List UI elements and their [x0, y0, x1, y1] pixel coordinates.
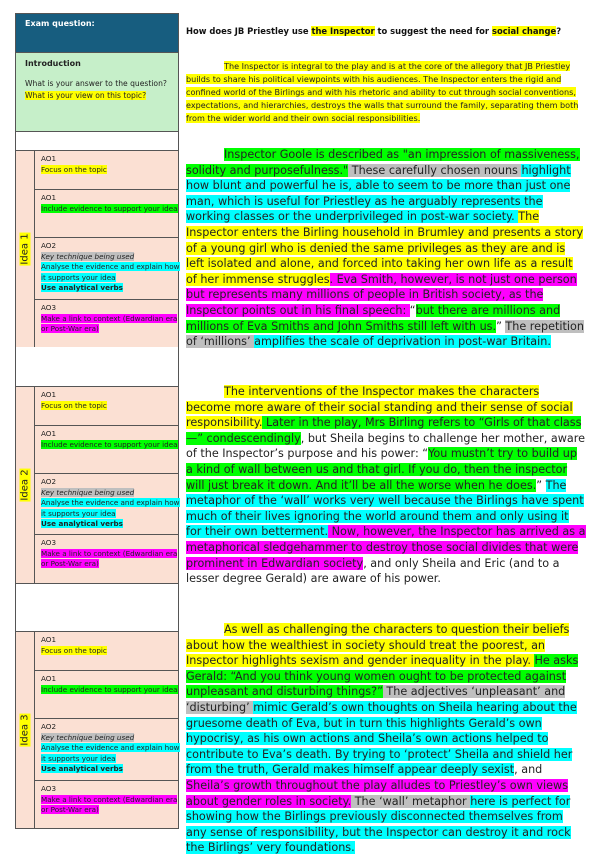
idea-label-column [16, 632, 35, 828]
paragraph-segment: mimic Gerald’s own thoughts on Sheila hearing about the gruesome death of Eva, but in turn this highlights Gerald’s own hypocrisy, as his own actions and Sheila’s own actions helped to contribute to Eva’s death. By trying to ‘protect’ Sheila and shield her from the truth, Gerald makes himself appear deeply sexist [186, 700, 577, 777]
question-highlight-inspector: the Inspector [311, 26, 375, 36]
paragraph-segment: . Eva Smith, however, is not just one person but represents many millions of people in British society, as the Inspector points out in his final speech: [186, 272, 577, 317]
paragraph-segment: Later in the play, Mrs Birling refers to “Girls of that class—” condescendingly [186, 416, 582, 445]
ao3-context-text: Make a link to context (Edwardian era or Post-War era) [41, 548, 178, 569]
paragraph-segment: amplifies the scale of deprivation in post-war Britain. [254, 335, 551, 349]
ao2-technique-text: Key technique being used [41, 487, 135, 497]
introduction-prompts [25, 78, 175, 101]
ao3-context-cell [35, 781, 178, 829]
ao1-evidence-cell [35, 671, 178, 719]
idea-2-block [15, 387, 179, 584]
intro-prompt-view: What is your view on this topic? [25, 90, 147, 100]
ao2-technique-text: Key technique being used [41, 732, 135, 742]
introduction-paragraph-text: The Inspector is integral to the play and is at the core of the allegory that JB Priestley builds to share his political viewpoints with his audiences. The Inspector enters the rigid and confined world of the Birlings and with his rhetoric and ability to cut through social conventions, expectations, and hierarchies, destroys the walls that surround the family, separating them both from the wider world and their own social responsibilities. [186, 61, 579, 123]
paragraph-segment: As well as challenging the characters to question their beliefs about how the wealthiest in society should treat the poorest, an Inspector highlights sexism and gender inequality in the play. [186, 623, 570, 668]
ao-code: AO1 [41, 193, 57, 202]
paragraph-segment: The metaphor of the ‘wall’ works very well because the Birlings have spent much of their lives ignoring the world around them and only using it for their own betterment. [186, 478, 584, 539]
ao-code: AO3 [41, 538, 57, 547]
ao1-focus-cell [35, 387, 178, 426]
paragraph-segment: ” [496, 319, 506, 333]
ao1-evidence-cell [35, 190, 178, 238]
exam-question-header [15, 13, 179, 53]
ao3-context-cell [35, 300, 178, 348]
blank-row [15, 347, 179, 387]
ao2-analysis-cell [35, 719, 178, 781]
question-text: ? [556, 26, 562, 36]
idea-label: Idea 1 [19, 233, 31, 265]
ao1-evidence-text: Include evidence to support your idea [41, 439, 178, 449]
paragraph-segment: The interventions of the Inspector makes the characters become more aware of their social standing and their sense of social responsibility. [186, 385, 573, 430]
ao2-analyse-text: Analyse the evidence and explain how it supports your idea [41, 743, 180, 763]
paragraph-segment: The Inspector enters the Birling household in Brumley and presents a story of a young girl who is denied the same privileges as they are and is left isolated and alone, and forced into taking her own life as a result of her immense struggles [186, 210, 584, 286]
paragraph-segment: , and [514, 763, 543, 777]
question-text: to suggest the need for [374, 26, 492, 36]
ao2-verbs-text: Use analytical verbs [41, 519, 123, 529]
ao1-evidence-text: Include evidence to support your idea [41, 203, 178, 213]
intro-prompt-answer: What is your answer to the question? [25, 79, 167, 88]
ao2-analysis-cell [35, 474, 178, 535]
ao-code: AO2 [41, 241, 57, 250]
introduction-cell [15, 53, 179, 132]
question-text: How does JB Priestley use [186, 26, 312, 36]
ao2-analysis-cell [35, 238, 178, 300]
ao-code: AO2 [41, 477, 57, 486]
idea-3-block [15, 632, 179, 829]
ao2-analyse-text: Analyse the evidence and explain how it supports your idea [41, 262, 180, 282]
ao-code: AO1 [41, 154, 57, 163]
paragraph-segment: These carefully chosen nouns [348, 163, 522, 177]
paragraph-idea-1 [186, 147, 586, 350]
paragraph-segment: The adjectives ‘unpleasant’ and ‘disturbing’ [186, 685, 566, 714]
paragraph-segment: but there are millions and millions of Eva Smiths and John Smiths still left with us. [186, 303, 561, 333]
idea-label: Idea 2 [19, 469, 31, 501]
introduction-paragraph [186, 60, 582, 125]
ao2-verbs-text: Use analytical verbs [41, 764, 123, 774]
ao-code: AO1 [41, 429, 57, 438]
paragraph-segment: , and only Sheila and Eric (and to a lesser degree Gerald) are aware of his power. [186, 556, 560, 586]
ao1-evidence-text: Include evidence to support your idea [41, 684, 178, 694]
paragraph-segment: Sheila’s growth throughout the play alludes to Priestley’s own views about gender roles in society. [186, 778, 569, 808]
ao3-context-cell [35, 535, 178, 584]
ao-code: AO1 [41, 390, 57, 399]
blank-row [15, 584, 179, 632]
ao1-focus-cell [35, 632, 178, 671]
paragraph-segment: He asks Gerald: “And you think young women ought to be protected against unpleasant and disturbing things?” [186, 654, 579, 699]
idea-label-column [16, 151, 35, 347]
idea-label: Idea 3 [19, 714, 31, 746]
blank-row [15, 132, 179, 151]
ao-code: AO2 [41, 722, 57, 731]
paragraph-idea-2 [186, 384, 586, 587]
ao1-focus-text: Focus on the topic [41, 645, 107, 655]
exam-question-label: Exam question: [25, 19, 95, 28]
ao3-context-text: Make a link to context (Edwardian era or Post-War era) [41, 313, 178, 334]
idea-1-block [15, 151, 179, 348]
idea-label-column [16, 387, 35, 583]
paragraph-segment: The ‘wall’ metaphor [351, 794, 471, 808]
paragraph-segment: The repetition of ‘millions’ [186, 319, 584, 349]
paragraph-idea-3 [186, 622, 586, 856]
paragraph-segment: here is perfect for showing how the Birlings previously disconnected themselves from any sense of responsibility, but the Inspector can destroy it and rock the Birlings’ very foundations. [186, 794, 571, 855]
ao2-technique-text: Key technique being used [41, 251, 135, 261]
ao-code: AO3 [41, 303, 57, 312]
ao-code: AO1 [41, 635, 57, 644]
paragraph-segment: , but Sheila begins to challenge her mother, aware of the Inspector’s purpose and his power: “ [186, 431, 585, 461]
paragraph-segment: “ [409, 303, 416, 317]
ao1-evidence-cell [35, 426, 178, 474]
paragraph-segment: ” [536, 478, 546, 492]
ao-code: AO3 [41, 784, 57, 793]
introduction-title: Introduction [25, 59, 81, 68]
paragraph-segment: You mustn’t try to build up a kind of wall between us and that girl. If you do, then the inspector will just break it down. And it’ll be all the worse when he does. [186, 447, 577, 492]
ao-code: AO1 [41, 674, 57, 683]
ao2-verbs-text: Use analytical verbs [41, 283, 123, 293]
paragraph-segment: Now, however, the Inspector has arrived as a metaphorical sledgehammer to destroy those social divides that were prominent in Edwardian society [186, 525, 586, 570]
question-highlight-social-change: social change [491, 26, 557, 36]
paragraph-segment: highlight how blunt and powerful he is, able to seem to be more than just one man, which is useful for Priestley as he arguably represents the working classes or the underprivileged in post-war society. [186, 163, 571, 224]
ao1-focus-text: Focus on the topic [41, 400, 107, 410]
essay-question [186, 26, 561, 36]
ao3-context-text: Make a link to context (Edwardian era or Post-War era) [41, 794, 178, 815]
ao1-focus-text: Focus on the topic [41, 164, 107, 174]
ao2-analyse-text: Analyse the evidence and explain how it supports your idea [41, 498, 180, 518]
ao1-focus-cell [35, 151, 178, 190]
paragraph-segment: Inspector Goole is described as "an impression of massiveness, solidity and purposefulness." [186, 148, 580, 177]
